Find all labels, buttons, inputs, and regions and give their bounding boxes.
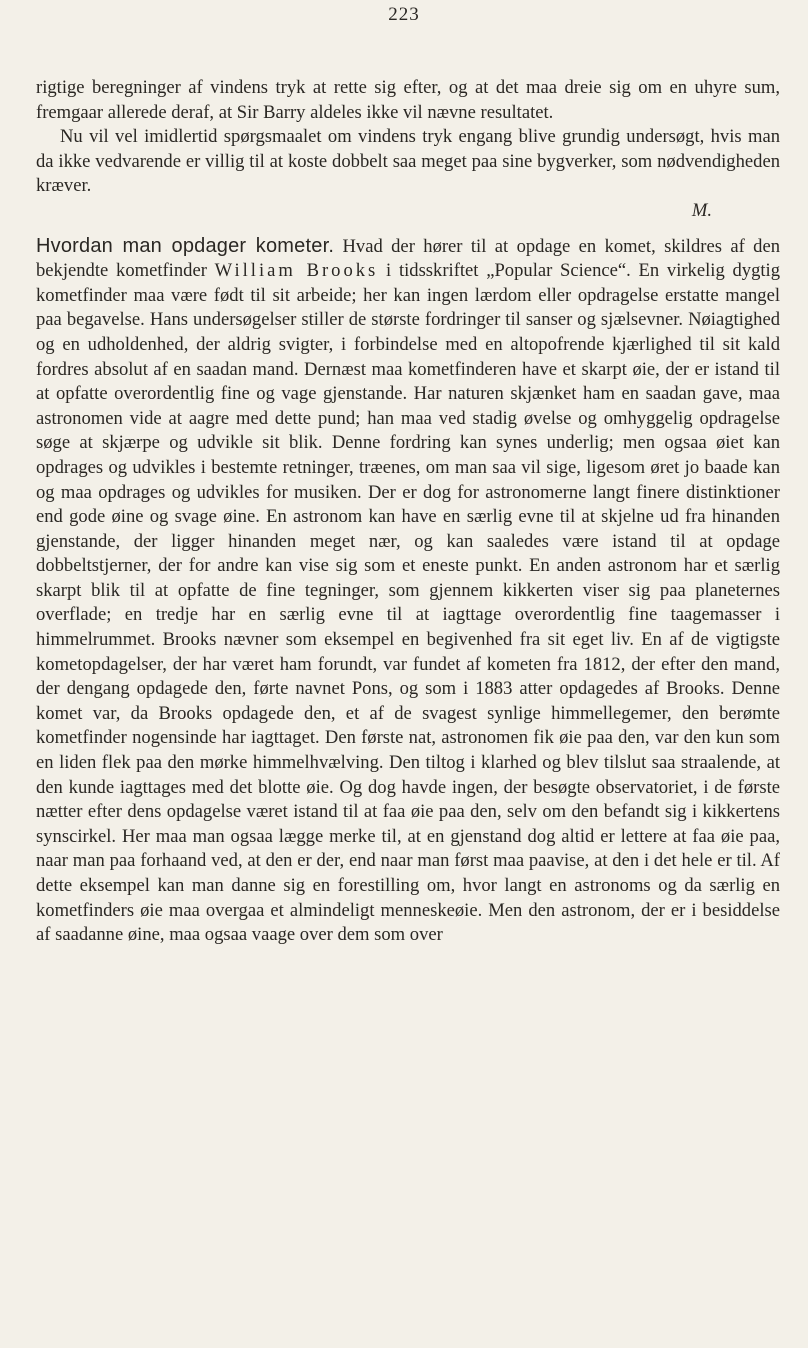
article-paragraph: [36, 234, 780, 948]
intro-paragraph-1: rigtige beregninger af vindens tryk at rette sig efter, og at det maa dreie sig om en uhyre sum, fremgaar allerede deraf, at Sir Barry aldeles ikke vil nævne resultatet.: [36, 77, 780, 123]
page-number: 223: [388, 4, 420, 25]
article-text-b: i tidsskriftet „Popular Science“. En virkelig dygtig kometfinder maa være født til sit arbeide; her kan ingen lærdom eller opdragelse erstatte mangel paa begavelse. Hans undersøgelser stiller de største fordringer til sanser og sjælsevner. Nøiagtighed og en udholdenhed, der aldrig svigter, i forbindelse med en altopofrende kjærlighed til sit kald fordres absolut af en saadan mand. Dernæst maa kometfinderen have et skarpt øie, der er istand til at opfatte overordentlig fine og vage gjenstande. Har naturen skjænket ham en saadan gave, maa astronomen vide at aagre med dette pund; han maa ved stadig øvelse og omhyggelig opdragelse søge at skjærpe og udvikle sit blik. Denne fordring kan synes underlig; men ogsaa øiet kan opdrages og udvikles i bestemte retninger, træenes, om man saa vil sige, ligesom øret jo baade kan og maa opdrages og udvikles for musiken. Der er dog for astronomerne langt finere distinktioner end gode øine og svage øine. En astronom kan have en særlig evne til at skjelne ud fra hinanden gjenstande, der ligger hinanden meget nær, og kan saaledes være istand til at opdage dobbeltstjerner, der for andre kan vise sig som et eneste punkt. En anden astronom har et særlig skarpt blik til at opfatte de fine tegninger, som gjennem kikkerten viser sig paa planeternes overflade; en tredje har en særlig evne til at iagttage overordentlig fine taagemasser i himmelrummet. Brooks nævner som eksempel en begivenhed fra sit eget liv. En af de vigtigste kometopdagelser, der har været ham forundt, var fundet af kometen fra 1812, der efter den mand, der dengang opdagede den, førte navnet Pons, og som i 1883 atter opdagedes af Brooks. Denne komet var, da Brooks opdagede den, et af de svagest synlige himmellegemer, den berømte kometfinder nogensinde har iagttaget. Den første nat, astronomen fik øie paa den, var den kun som en liden flek paa den mørke himmelhvælving. Den tiltog i klarhed og blev tilslut saa straalende, at den kunde iagttages med det blotte øie. Og dog havde ingen, der besøgte observatoriet, i de første nætter efter dens opdagelse været istand til at faa øie paa den, selv om den befandt sig i kikkertens synscirkel. Her maa man ogsaa lægge merke til, at en gjenstand dog altid er lettere at faa øie paa, naar man paa forhaand ved, at den er der, end naar man først maa paavise, at den i det hele er til. Af dette eksempel kan man danne sig en forestilling om, hvor langt en astronoms og da særlig en kometfinders øie maa overgaa et almindeligt menneskeøie. Men den astronom, der er i besiddelse af saadanne øine, maa ogsaa vaage over dem som over: [36, 260, 780, 946]
article-text-a: Hvad der hører til at opdage en komet, skildres af den bekjendte kometfinder: [36, 235, 781, 282]
article-heading: Hvordan man opdager kometer.: [36, 234, 335, 257]
author-name: William Brooks: [214, 260, 379, 282]
text-block: [36, 76, 780, 948]
author-signature: M.: [691, 199, 712, 221]
intro-paragraph-2: Nu vil vel imidlertid spørgsmaalet om vindens tryk engang blive grundig undersøgt, hvis man da ikke vedvarende er villig til at koste dobbelt saa meget paa sine bygverker, som nødvendigheden kræver.: [36, 126, 780, 197]
